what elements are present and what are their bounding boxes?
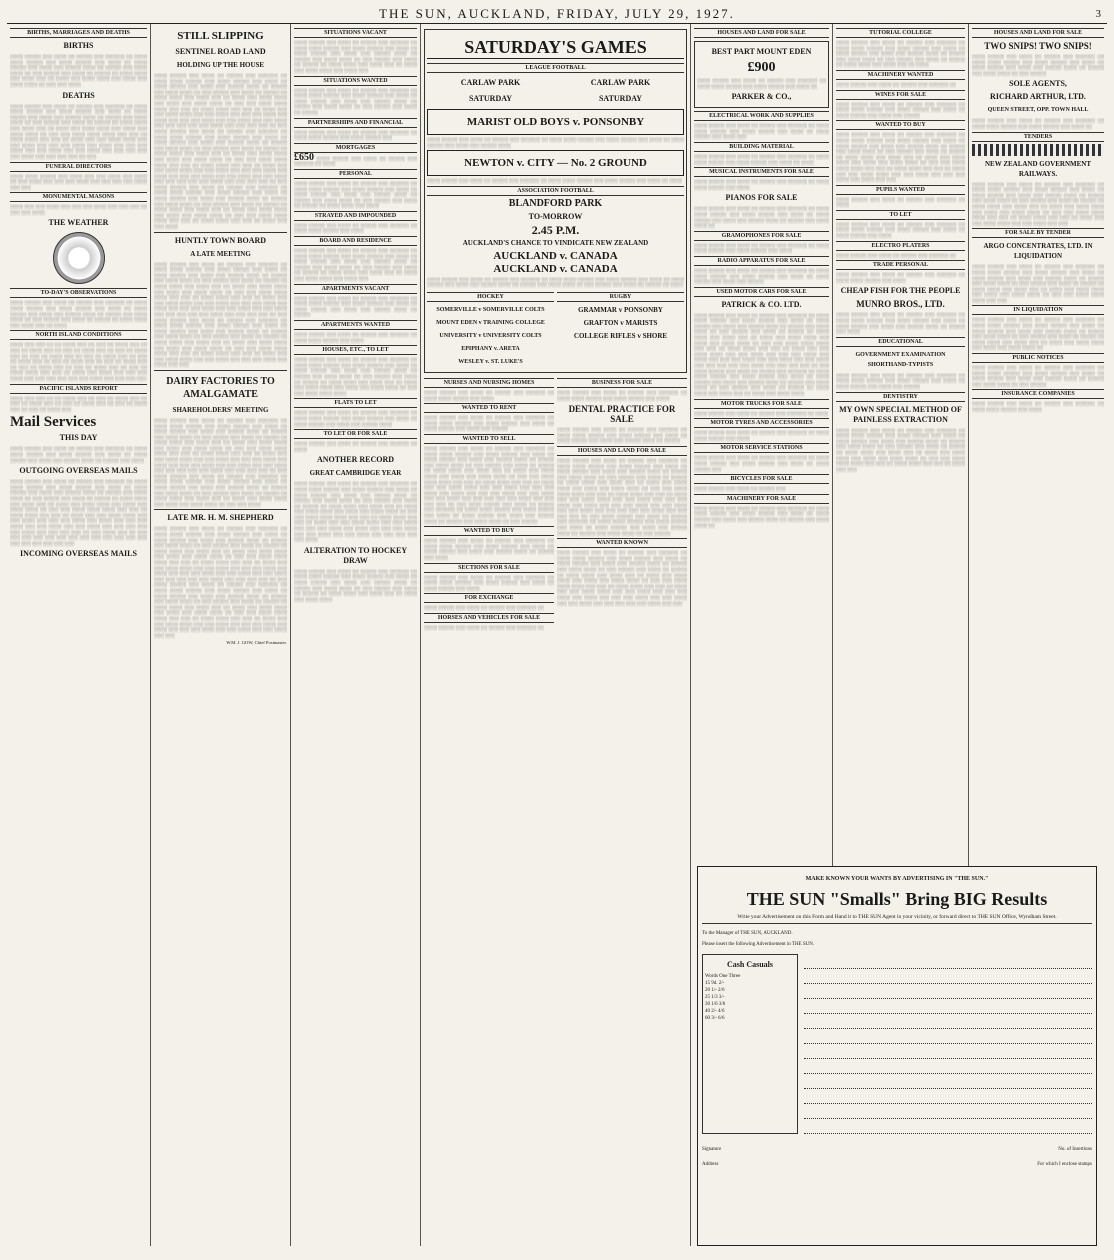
ad-text: ░░░░ ░░░░░ ░░░ ░░░░ ░░ ░░░░░ ░░░ ░░░░░░ ░░ ░░░░ ░░░░ ░░░░░ ░░░ ░░░░ ░░░░░ ░░░ ░░░░ ░░ ░░░░ ░░░░░ ░░░ ░░░░ ░░░ ░░░░░ ░░░░ ░░ ░░░░░ ░░░ ░░░░ ░░░░ ░░ ░░░ ░░░░░ ░░░ ░░░░ ░░ ░░░░░ ░░ ░░░░ ░░░░ ░░░ ░░░░ ░░░ ░░ ░░░░ ░░░ ░░░░ ░░░░ ░░░ ░░░░ ░░░ ░░░░ ░░░░ ░░ ░░░ ░░░ ░░░░ ░░░░ ░░░░ ░░░ ░░░ ░░ ░░░░ ░░░░ ░░░ ░░░ ░░ ░░░░ ░░░ ░░░ ░░░░ ░░░░ ░░░ ░░░ ░░░░ ░░░ ░░░ ░░░ ░░░░ ░░░ ░░░░ ░░░ ░░░ ░░░ ░░░░ ░░░ ░░░ ░░░░ ░░░ ░░░ ░░░░ ░░░ ░░░ ░░░ ░░░ ░░░ ░░░░ ░░░ ░░░ ░░░ ░░░ ░░ ░░░ ░░░░ ░░░░░ ░░░ ░░░░ ░░ ░░░░░ ░░░ ░░░░░░ ░░ ░░░░ ░░░░ ░░░░░ ░░░ ░░░░ ░░░░░ ░░░ ░░░░ ░░ ░░░░ ░░░░░ ░░░ ░░░░ ░░░ ░░░░░ ░░░░ ░░ ░░░░░ ░░░ ░░░░ ░░░░ ░░ ░░░ ░░░░░ <box>557 457 687 536</box>
agent-address: QUEEN STREET, OPP. TOWN HALL <box>987 107 1089 114</box>
heading: FUNERAL DIRECTORS <box>10 162 147 172</box>
ad-text: ░░░░ ░░░░░ ░░░ ░░░░ ░░ ░░░░░ ░░░ ░░░░░░ ░░ ░░░░ ░░░░ ░░░░░ ░░░ ░░░░ ░░░░░ ░░░ ░░░░ ░░ ░░░░ ░░░░░ ░░░ ░░░░ ░░░ ░░░░░ ░░░░ ░░ ░░░░░ <box>557 427 687 444</box>
heading: NURSES AND NURSING HOMES <box>424 378 554 388</box>
newspaper-page <box>7 5 1107 1250</box>
text-block: ░░░░ ░░░░ ░░░░░ ░░░ ░░░░ ░░░ ░░░ ░░░░ ░░░ ░░░░ ░░ ░░░ ░░░░ ░░░ ░░░ ░░░ ░░░░ ░░░ ░░░ ░░░ ░░░ ░░░░ ░░░ ░░░ <box>10 173 147 190</box>
rate-row: 15 9d. 2/- <box>705 981 725 986</box>
heading: WANTED TO SELL <box>424 434 554 444</box>
heading: TO-DAY'S OBSERVATIONS <box>10 288 147 298</box>
heading: ELECTRICAL WORK AND SUPPLIES <box>694 111 829 121</box>
match: NEWTON v. CITY — No. 2 GROUND <box>427 150 684 176</box>
heading: RUGBY <box>557 292 684 302</box>
heading: WANTED TO BUY <box>836 120 965 130</box>
ad-text: ░░░░ ░░░░░ ░░░ ░░░░ ░░ ░░░░░ ░░░ ░░░░░░ ░░ ░░░░ ░░░░ ░░░░░ ░░░ ░░░░ ░░░░░ ░░░ ░░░░ ░░ ░░░░ ░░░░░ ░░░ ░░░░ ░░░ ░░░░░ ░░░░ ░░ ░░░░░ ░░░ ░░░░ ░░░░ ░░ ░░░ ░░░░░ ░░░ ░░░░ ░░ ░░░░░ ░░ ░░░░ ░░░░ ░░░ ░░░░ ░░░ ░░ ░░░░ ░░░ ░░░░ ░░░░ ░░░ ░░░░ ░░░ ░░░░ ░░░░ ░░ <box>972 317 1104 351</box>
ad-text: ░░░░ ░░░░░ ░░░ ░░░░ ░░ ░░░░░ ░░░ ░░░░░░ ░░ ░░░░ ░░░░ ░░░░░ ░░░ ░░░░ ░░░░░ ░░░ ░░░░ ░░ <box>697 78 826 89</box>
fixture: GRAMMAR v PONSONBY <box>578 305 663 314</box>
ad-text: ░░░░ ░░░░░ ░░░ ░░░░ ░░ ░░░░░ ░░░ ░░░░░░ ░░ ░░░░ ░░░░ ░░░░░ ░░░ ░░░░ ░░░░░ ░░░ ░░░░ ░░ ░░░░ ░░░░░ ░░░ ░░░░ ░░░ ░░░░░ <box>424 415 554 432</box>
heading: INSURANCE COMPANIES <box>972 389 1104 399</box>
ad-text: ░░░░ ░░░░░ ░░░ ░░░░ ░░ ░░░░░ ░░░ ░░░░░░ ░░ <box>836 252 956 258</box>
masthead-title: THE SUN, AUCKLAND, FRIDAY, JULY 29, 1927. <box>379 6 735 21</box>
heading: MOTOR TYRES AND ACCESSORIES <box>694 418 829 428</box>
agent: RICHARD ARTHUR, LTD. <box>990 92 1086 102</box>
headline: PIANOS FOR SALE <box>725 193 798 203</box>
ad-text: ░░░░ ░░░░░ ░░░ ░░░░ ░░ ░░░░░ ░░░ ░░░░░░ ░░ ░░░░ ░░░░ ░░░░░ ░░░ ░░░░ ░░░░░ ░░░ ░░░░ <box>557 389 687 401</box>
article-text: ░░░░ ░░░░░ ░░░ ░░░░ ░░ ░░░░░ ░░░ ░░░░░░ ░░ ░░░░ ░░░░ ░░░░░ ░░░ ░░░░ ░░░░░ ░░░ ░░░░ ░░ ░░░░ ░░░░░ ░░░ ░░░░ ░░░ ░░░░░ ░░░░ ░░ ░░░░░ ░░░ ░░░░ ░░░░ ░░ ░░░ ░░░░░ ░░░ ░░░░ ░░ ░░░░░ ░░ ░░░░ ░░░░ ░░░ ░░░░ ░░░ ░░ ░░░░ ░░░ ░░░░ ░░░░ <box>294 568 417 602</box>
form-headline: THE SUN "Smalls" Bring BIG Results <box>746 889 1048 909</box>
weather-emblem-icon <box>53 232 105 284</box>
column-3: SITUATIONS VACANT ░░░░ ░░░░░ ░░░ ░░░░ ░░ ░░░░░ ░░░ ░░░░░░ ░░ ░░░░ ░░░░ ░░░░░ ░░░ ░░░░ ░░░░░ ░░░ ░░░░ ░░ ░░░░ ░░░░░ ░░░ ░░░░ ░░░ ░░░░░ ░░░░ ░░ ░░░░░ ░░░ ░░░░ ░░░░ ░░ ░░░ ░░░░░ ░░░ ░░░░ ░░ ░░░░░ ░░ ░░░░ ░░░░ ░░░ ░░░░ ░░░ ░░ ░░░░ ░░░ ░░░░ ░░░░ ░░░ ░░░░ ░░░ SITUATIONS WANTED ░░░░ ░░░░░ ░░░ ░░░░ ░░ ░░░░░ ░░░ ░░░░░░ ░░ ░░░░ ░░░░ ░░░░░ ░░░ ░░░░ ░░░░░ ░░░ ░░░░ ░░ ░░░░ ░░░░░ ░░░ ░░░░ ░░░ ░░░░░ ░░░░ ░░ ░░░░░ ░░░ ░░░░ ░░░░ ░░ ░░░ ░░░░░ ░░░ ░░░░ ░░ ░░░░░ PARTNERSHIPS AND FINANCIAL ░░░░ ░░░░░ ░░░ ░░░░ ░░ ░░░░░ ░░░ ░░░░░░ ░░ ░░░░ ░░░░ ░░░░░ ░░░ ░░░░ ░░░░░ ░░░ MORTGAGES £650 ░░░░ ░░░░░ ░░░ ░░░░ ░░ ░░░░░ ░░░ ░░░░░░ ░░ ░░░░ PERSONAL ░░░░ ░░░░░ ░░░ ░░░░ ░░ ░░░░░ ░░░ ░░░░░░ ░░ ░░░░ ░░░░ ░░░░░ ░░░ ░░░░ ░░░░░ ░░░ ░░░░ ░░ ░░░░ ░░░░░ ░░░ ░░░░ ░░░ ░░░░░ ░░░░ ░░ ░░░░░ ░░░ ░░░░ ░░░░ ░░ ░░░ ░░░░░ ░░░ ░░░░ ░░ ░░░░░ ░░ ░░░░ ░░░░ ░░░ ░░░░ STRAYED AND IMPOUNDED ░░░░ ░░░░░ ░░░ ░░░░ ░░ ░░░░░ ░░░ ░░░░░░ ░░ ░░░░ ░░░░ ░░░░░ ░░░ ░░░░ BOARD AND RESIDENCE ░░░░ ░░░░░ ░░░ ░░░░ ░░ ░░░░░ ░░░ ░░░░░░ ░░ ░░░░ ░░░░ ░░░░░ ░░░ ░░░░ ░░░░░ ░░░ ░░░░ ░░ ░░░░ ░░░░░ ░░░ ░░░░ ░░░ ░░░░░ ░░░░ ░░ ░░░░░ ░░░ ░░░░ ░░░░ ░░ ░░░ ░░░░░ ░░░ ░░░░ ░░ ░░░░░ ░░ ░░░░ ░░░░ ░░░ ░░░░ ░░░ ░░ ░░░░ ░░░ ░░░░ ░░░░ ░░░ ░░░░ ░░░ APARTMENTS VACANT ░░░░ ░░░░░ ░░░ ░░░░ ░░ ░░░░░ ░░░ ░░░░░░ ░░ ░░░░ ░░░░ ░░░░░ ░░░ ░░░░ ░░░░░ ░░░ ░░░░ ░░ ░░░░ ░░░░░ ░░░ ░░░░ ░░░ ░░░░░ ░░░░ ░░ ░░░░░ APARTMENTS WANTED ░░░░ ░░░░░ ░░░ ░░░░ ░░ ░░░░░ ░░░ ░░░░░░ ░░ ░░░░ ░░░░ ░░░░░ ░░░ ░░░░ HOUSES, ETC., TO LET ░░░░ ░░░░░ ░░░ ░░░░ ░░ ░░░░░ ░░░ ░░░░░░ ░░ ░░░░ ░░░░ ░░░░░ ░░░ ░░░░ ░░░░░ ░░░ ░░░░ ░░ ░░░░ ░░░░░ ░░░ ░░░░ ░░░ ░░░░░ ░░░░ ░░ ░░░░░ ░░░ ░░░░ ░░░░ ░░ ░░░ ░░░░░ ░░░ ░░░░ ░░ ░░░░░ ░░ ░░░░ ░░░░ ░░░ ░░░░ ░░░ ░░ ░░░░ ░░░ ░░░░ ░░░░ ░░░ ░░░░ ░░░ ░░░░ ░░░░ ░░ ░░░ ░░░ ░░░░ ░░░░ ░░░░ FLATS TO LET ░░░░ ░░░░░ ░░░ ░░░░ ░░ ░░░░░ ░░░ ░░░░░░ ░░ ░░░░ ░░░░ ░░░░░ ░░░ ░░░░ ░░░░░ ░░░ ░░░░ ░░ ░░░░ ░░░░░ ░░░ ░░░░ ░░░ ░░░░░ ░░░░ TO LET OR FOR SALE ░░░░ ░░░░░ ░░░ ░░░░ ░░ ░░░░░ ░░░ ░░░░░░ ░░ ░░░░ ANOTHER RECORD GREAT CAMBRIDGE YEAR ░░░░ ░░░░░ ░░░ ░░░░ ░░ ░░░░░ ░░░ ░░░░░░ ░░ ░░░░ ░░░░ ░░░░░ ░░░ ░░░░ ░░░░░ ░░░ ░░░░ ░░ ░░░░ ░░░░░ ░░░ ░░░░ ░░░ ░░░░░ ░░░░ ░░ ░░░░░ ░░░ ░░░░ ░░░░ ░░ ░░░ ░░░░░ ░░░ ░░░░ ░░ ░░░░░ ░░ ░░░░ ░░░░ ░░░ ░░░░ ░░░ ░░ ░░░░ ░░░ ░░░░ ░░░░ ░░░ ░░░░ ░░░ ░░░░ ░░░░ ░░ ░░░ ░░░ ░░░░ ░░░░ ░░░░ ░░░ ░░░ ░░ ░░░░ ░░░░ ░░░ ░░░ ░░ ░░░░ ░░░ ░░░ ░░░░ ░░░░ ░░░ ░░░ ░░░░ ░░░ ░░░ ░░░ ░░░░ ░░░ ░░░░ ░░░ ░░░ ░░░ ░░░░ ░░░ ░░░ ░░░░ ░░░ ░░░ ░░░░ ░░░ ░░░ ░░░ ░░░ ░░░ ░░░░ ALTERATION TO HOCKEY DRAW ░░░░ ░░░░░ ░░░ ░░░░ ░░ ░░░░░ ░░░ ░░░░░░ ░░ ░░░░ ░░░░ ░░░░░ ░░░ ░░░░ ░░░░░ ░░░ ░░░░ ░░ ░░░░ ░░░░░ ░░░ ░░░░ ░░░ ░░░░░ ░░░░ ░░ ░░░░░ ░░░ ░░░░ ░░░░ ░░ ░░░ ░░░░░ ░░░ ░░░░ ░░ ░░░░░ ░░ ░░░░ ░░░░ ░░░ ░░░░ ░░░ ░░ ░░░░ ░░░ ░░░░ ░░░░ <box>291 24 421 1246</box>
ad-text: ░░░░ ░░░░░ ░░░ ░░░░ ░░ ░░░░░ ░░░ ░░░░░░ ░░ ░░░░ ░░░░ ░░░░░ ░░░ ░░░░ <box>694 430 829 441</box>
form-title: MAKE KNOWN YOUR WANTS BY ADVERTISING IN "THE SUN." <box>805 876 989 882</box>
hockey-section <box>427 290 554 370</box>
heading: WANTED TO BUY <box>424 526 554 536</box>
ad-text: ░░░░ ░░░░░ ░░░ ░░░░ ░░ ░░░░░ ░░░ ░░░░░░ ░░ ░░░░ ░░░░ ░░░░░ ░░░ ░░░░ <box>694 179 829 190</box>
headline: BEST PART MOUNT EDEN <box>711 47 812 56</box>
heading: PARTNERSHIPS AND FINANCIAL <box>294 118 417 128</box>
ad-text: ░░░░ ░░░░░ ░░░ ░░░░ ░░ ░░░░░ ░░░ ░░░░░░ ░░ ░░░░ <box>836 196 965 208</box>
ad-text: ░░░░ ░░░░░ ░░░ ░░░░ ░░ ░░░░░ ░░░ ░░░░░░ ░░ ░░░░ ░░░░ ░░░░░ ░░░ ░░░░ ░░░░░ ░░░ ░░░░ ░░ ░░░░ ░░░░░ ░░░ ░░░░ ░░░ ░░░░░ <box>694 267 829 285</box>
ad-text: ░░░░ ░░░░░ ░░░ ░░░░ ░░ ░░░░░ ░░░ ░░░░░░ ░░ ░░░░ ░░░░ ░░░░░ ░░░ ░░░░ ░░░░░ ░░░ ░░░░ <box>694 242 829 254</box>
divider <box>154 370 287 371</box>
agent-label: SOLE AGENTS, <box>1009 79 1067 89</box>
rates-box <box>702 954 798 1134</box>
headline: HUNTLY TOWN BOARD <box>174 235 267 245</box>
headline: SENTINEL ROAD LAND <box>175 47 266 56</box>
heading: BUILDING MATERIAL <box>694 142 829 152</box>
heading: GRAMOPHONES FOR SALE <box>694 231 829 241</box>
headline: SHAREHOLDERS' MEETING <box>172 405 269 414</box>
ad-text: ░░░░ ░░░░░ ░░░ ░░░░ ░░ ░░░░░ ░░░ ░░░░░░ ░░ ░░░░ ░░░░ ░░░░░ ░░░ ░░░░ ░░░░░ ░░░ ░░░░ ░░ ░░░░ ░░░░░ ░░░ ░░░░ ░░░ ░░░░░ ░░░░ ░░ ░░░░░ ░░░ ░░░░ ░░░░ ░░ ░░░ ░░░░░ ░░░ ░░░░ ░░ ░░░░░ ░░ ░░░░ ░░░░ ░░░ ░░░░ ░░░ ░░ ░░░░ ░░░ ░░░░ ░░░░ ░░░ ░░░░ ░░░ ░░░░ ░░░░ ░░ ░░░ ░░░ ░░░░ ░░░░ ░░░░ ░░░ ░░░ ░░ ░░░░ ░░░░ ░░░ ░░░ ░░ ░░░░ ░░░ ░░░ ░░░░ ░░░░ ░░░ ░░░ ░░░░ ░░░ ░░░ ░░░ ░░░░ ░░░ ░░░░ ░░░ ░░░ <box>836 132 965 183</box>
ad-text: ░░░░ ░░░░░ ░░░ ░░░░ ░░ ░░░░░ ░░░ ░░░░░░ ░░ ░░░░ ░░░░ ░░░░░ ░░░ ░░░░ ░░░░░ ░░░ ░░░░ ░░ ░░░░ ░░░░░ ░░░ ░░░░ ░░░ ░░░░░ <box>836 101 965 118</box>
headline: ARGO CONCENTRATES, LTD. IN LIQUIDATION <box>983 242 1093 261</box>
headline: SATURDAY'S GAMES <box>427 36 684 59</box>
ad-text: ░░░░ ░░░░░ ░░░ ░░░░ ░░ ░░░░░ ░░░ ░░░░░░ ░░ ░░░░ ░░░░ ░░░░░ ░░░ ░░░░ ░░░░░ ░░░ ░░░░ ░░ ░░░░ ░░░░░ ░░░ ░░░░ ░░░ ░░░░░ ░░░░ ░░ ░░░░░ ░░░ ░░░░ ░░░░ ░░ ░░░ ░░░░░ ░░░ ░░░░ ░░ ░░░░░ ░░ ░░░░ ░░░░ ░░░ ░░░░ <box>294 180 417 209</box>
ad-text: ░░░░ ░░░░░ ░░░ ░░░░ ░░ ░░░░░ ░░░ ░░░░░░ ░░ ░░░░ ░░░░ ░░░░░ ░░░ ░░░░ ░░░░░ ░░░ ░░░░ ░░ ░░░░ ░░░░░ ░░░ ░░░░ ░░░ ░░░░░ ░░░░ ░░ ░░░░░ ░░░ ░░░░ ░░░░ ░░ ░░░ ░░░░░ ░░░ ░░░░ ░░ ░░░░░ ░░ ░░░░ ░░░░ ░░░ ░░░░ ░░░ ░░ ░░░░ ░░░ ░░░░ ░░░░ ░░░ ░░░░ ░░░ <box>294 40 417 73</box>
rate-row: 20 1/- 2/6 <box>705 988 725 993</box>
text-block: ░░░░ ░░░░░ ░░░ ░░░░ ░░ ░░░░░ ░░░ ░░░░░░ ░░ ░░░░ ░░░░ ░░░░░ ░░░ ░░░░ ░░░░░ ░░░ ░░░░ ░░ ░░░░ ░░░░░ ░░░ ░░░░ ░░░ ░░░░░ ░░░░ ░░ ░░░░░ ░░░ ░░░░ ░░░░ ░░ ░░░ ░░░░░ ░░░ ░░░░ ░░ ░░░░░ ░░ ░░░░ ░░░░ ░░░ ░░░░ ░░░ ░░ ░░░░ ░░░ ░░░░ ░░░░ ░░░ ░░░░ ░░░ ░░░░ ░░░░ ░░ ░░░ ░░░ ░░░░ ░░░░ ░░░░ ░░░ ░░░ ░░ ░░░░ ░░░░ ░░░ ░░░ ░░ ░░░░ ░░░ ░░░ ░░░░ ░░░░ ░░░ ░░░ ░░░░ ░░░ ░░░ ░░░ ░░░░ ░░░ ░░░░ ░░░ ░░░ ░░░ ░░░░ ░░░ ░░░ ░░░░ ░░░ ░░░ ░░░░ ░░░ ░░░ ░░░ ░░░ ░░░ ░░░░ ░░░ ░░░ ░░░ ░░░ ░░ ░░░ ░░░░ ░░░ ░░ ░░░ ░░░ ░░░ ░░░ ░░░ ░░░ ░░░ ░░░ ░░░ ░░░ ░░░ ░░░ ░░░ ░░░ ░░░ ░░░ ░░░ ░░░ ░░░ <box>10 479 147 546</box>
write-lines[interactable] <box>804 954 1092 1134</box>
heading: TO LET <box>836 210 965 220</box>
ad-text: ░░░░ ░░░░░ ░░░ ░░░░ ░░ ░░░░░ ░░░ ░░░░░░ ░░ ░░░░ ░░░░ ░░░░░ ░░░ ░░░░ ░░░░░ ░░░ ░░░░ ░░ ░░░░ ░░░░░ ░░░ ░░░░ ░░░ ░░░░░ ░░░░ ░░ ░░░░░ ░░░ ░░░░ ░░░░ ░░ ░░░ ░░░░░ ░░░ ░░░░ ░░ ░░░░░ ░░ ░░░░ ░░░░ ░░░ ░░░░ ░░░ ░░ ░░░░ <box>836 40 965 68</box>
column-2 <box>151 24 291 1246</box>
heading: BUSINESS FOR SALE <box>557 378 687 388</box>
heading: SECTIONS FOR SALE <box>424 563 554 573</box>
ad-text: ░░░░ ░░░░░ ░░░ ░░░░ ░░ ░░░░░ ░░░ ░░░░░░ ░░ ░░░░ ░░░░ ░░░░░ ░░░ ░░░░ ░░░░░ ░░░ ░░░░ ░░ ░░░░ ░░░░░ ░░░ ░░░░ ░░░ ░░░░░ ░░░░ <box>427 137 684 148</box>
saturdays-games-ad <box>424 29 687 373</box>
ad-text: ░░░░ ░░░░░ ░░░ ░░░░ ░░ ░░░░░ ░░░ ░░░░░░ ░░ ░░░░ ░░░░ ░░░░░ ░░░ ░░░░ ░░░░░ ░░░ ░░░░ ░░ <box>972 118 1104 129</box>
column-4 <box>421 24 691 1246</box>
heading: TENDERS <box>972 132 1104 142</box>
ad-text: ░░░░ ░░░░░ ░░░ ░░░░ ░░ ░░░░░ ░░░ ░░░░░░ ░░ ░░░░ ░░░░ ░░░░░ ░░░ ░░░░ ░░░░░ ░░░ ░░░░ ░░ ░░░░ ░░░░░ ░░░ <box>694 455 829 472</box>
ad-text: ░░░░ ░░░░░ ░░░ ░░░░ ░░ ░░░░░ ░░░ ░░░░░░ ░░ ░░░░ ░░░░ ░░░░░ ░░░ ░░░░ ░░░░░ ░░░ ░░░░ ░░ ░░░░ ░░░░░ ░░░ ░░░░ <box>836 221 965 239</box>
heading: BOARD AND RESIDENCE <box>294 236 417 246</box>
article-text: ░░░░ ░░░░░ ░░░ ░░░░ ░░ ░░░░░ ░░░ ░░░░░░ ░░ ░░░░ ░░░░ ░░░░░ ░░░ ░░░░ ░░░░░ ░░░ ░░░░ ░░ ░░░░ ░░░░░ ░░░ ░░░░ ░░░ ░░░░░ ░░░░ ░░ ░░░░░ ░░░ ░░░░ ░░░░ ░░ ░░░ ░░░░░ ░░░ ░░░░ ░░ ░░░░░ ░░ ░░░░ ░░░░ ░░░ ░░░░ ░░░ ░░ ░░░░ ░░░ ░░░░ ░░░░ ░░░ ░░░░ ░░░ ░░░░ ░░░░ ░░ ░░░ ░░░ ░░░░ ░░░░ ░░░░ ░░░ ░░░ ░░ ░░░░ ░░░░ ░░░ ░░░ ░░ ░░░░ ░░░ ░░░ ░░░░ ░░░░ ░░░ ░░░ ░░░░ ░░░ ░░░ ░░░ ░░░░ ░░░ ░░░░ ░░░ ░░░ ░░░ ░░░░ ░░░ ░░░ ░░░░ ░░░ ░░░ ░░░░ ░░░ ░░░ ░░░ ░░░ ░░░ ░░░░ <box>294 481 417 543</box>
fixture: COLLEGE RIFLES v SHORE <box>573 331 668 340</box>
fixture: EPIPHANY v. ARETA <box>461 345 520 352</box>
ad-text: ░░░░ ░░░░░ ░░░ ░░░░ ░░ ░░░░░ ░░░ ░░░░░░ ░░ ░░░░ ░░░░ ░░░░░ ░░░ ░░░░ ░░░░░ ░░░ ░░░░ ░░ ░░░░ ░░░░░ ░░░ ░░░░ ░░░ ░░░░░ ░░░░ ░░ ░░░░░ ░░░ ░░░░ ░░░░ ░░ ░░░ ░░░░░ ░░░ ░░░░ ░░ ░░░░░ ░░ ░░░░ ░░░░ ░░░ ░░░░ ░░░ ░░ ░░░░ ░░░ ░░░░ ░░░░ ░░░ ░░░░ ░░░ ░░░░ ░░░░ ░░ ░░░ ░░░ ░░░░ ░░░░ ░░░░ <box>294 357 417 396</box>
divider <box>702 923 1092 924</box>
heading: LEAGUE FOOTBALL <box>427 63 684 73</box>
kickoff-time: 2.45 P.M. <box>531 222 580 237</box>
heading: HOCKEY <box>427 292 554 302</box>
heading: MACHINERY WANTED <box>836 70 965 80</box>
rate-row: Words One Three <box>705 974 741 979</box>
heading: OUTGOING OVERSEAS MAILS <box>19 466 138 476</box>
heading: WINES FOR SALE <box>836 90 965 100</box>
insertions-label: No. of Insertions <box>1058 1147 1092 1152</box>
headline: DAIRY FACTORIES TO AMALGAMATE <box>166 375 275 400</box>
heading: SITUATIONS WANTED <box>294 76 417 86</box>
ad-text: ░░░░ ░░░░░ ░░░ ░░░░ ░░ ░░░░░ ░░░ ░░░░░░ ░░ ░░░░ ░░░░ ░░░░░ ░░░ ░░░░ ░░░░░ ░░░ ░░░░ ░░ ░░░░ ░░░░░ ░░░ ░░░░ ░░░ ░░░░░ ░░░░ ░░ ░░░░░ ░░░ ░░░░ ░░░░ ░░ ░░░ ░░░░░ ░░░ ░░░░ ░░ ░░░░░ ░░ ░░░░ ░░░░ ░░░ ░░░░ ░░░ ░░ ░░░░ ░░░ ░░░░ ░░░░ ░░░ ░░░░ ░░░ ░░░░ ░░░░ ░░ ░░░ ░░░ ░░░░ ░░░░ ░░░░ ░░░ ░░░ ░░ ░░░░ ░░░░ ░░░ ░░░ ░░ ░░░░ ░░░ ░░░ <box>836 427 965 472</box>
headline: ANOTHER RECORD <box>316 455 395 465</box>
classified-left <box>424 376 554 633</box>
heading: DEATHS <box>62 90 95 100</box>
headline: DENTAL PRACTICE FOR SALE <box>568 404 676 425</box>
ad-text: ░░░░ ░░░░░ ░░░ ░░░░ ░░ ░░░░░ ░░░ ░░░░░░ ░░ ░░░░ ░░░░ ░░░░░ ░░░ ░░░░ ░░░░░ ░░░ ░░░░ ░░ ░░░░ ░░░░░ ░░░ ░░░░ ░░░ ░░░░░ ░░░░ ░░ ░░░░░ ░░░ ░░░░ ░░░░ ░░ ░░░ ░░░░░ ░░░ ░░░░ ░░ ░░░░░ <box>294 87 417 115</box>
venue: CARLAW PARK <box>590 78 651 87</box>
heading: RADIO APPARATUS FOR SALE <box>694 256 829 266</box>
fixture: MOUNT EDEN v TRAINING COLLEGE <box>436 319 545 326</box>
headline: MY OWN SPECIAL METHOD OF PAINLESS EXTRACTION <box>839 404 962 424</box>
heading: BIRTHS <box>63 41 94 50</box>
ad-text: ░░░░ ░░░░░ ░░░ ░░░░ ░░ ░░░░░ ░░░ ░░░░░░ ░░ ░░░░ ░░░░ ░░░░░ ░░░ ░░░░ ░░░░░ ░░░ ░░░░ ░░ ░░░░ ░░░░░ ░░░ ░░░░ ░░░ ░░░░░ <box>836 372 965 389</box>
rugby-section <box>557 290 684 370</box>
ad-text: ░░░░ ░░░░░ ░░░ ░░░░ ░░ ░░░░░ ░░░ ░░░░░░ ░░ ░░░░ ░░░░ ░░░░░ ░░░ ░░░░ ░░░░░ ░░░ ░░░░ ░░ ░░░░ ░░░░░ ░░░ ░░░░ ░░░ ░░░░░ ░░░░ <box>294 410 417 427</box>
ad-text: ░░░░ ░░░░░ ░░░ ░░░░ ░░ ░░░░░ ░░░ ░░░░░░ ░░ ░░░░ ░░░░ ░░░░░ ░░░ ░░░░ <box>836 272 965 283</box>
heading: MONUMENTAL MASONS <box>10 192 147 202</box>
heading: FOR EXCHANGE <box>424 593 554 603</box>
heading: WANTED TO RENT <box>424 403 554 413</box>
heading: THIS DAY <box>59 433 98 443</box>
column-1 <box>7 24 151 1246</box>
venue-row <box>427 75 684 91</box>
rate-row: 25 1/3 3/- <box>705 995 725 1000</box>
match: MARIST OLD BOYS v. PONSONBY <box>427 109 684 135</box>
heading: MOTOR TRUCKS FOR SALE <box>694 399 829 409</box>
day: SATURDAY <box>598 94 643 103</box>
match: AUCKLAND v. CANADA <box>493 262 618 275</box>
day-row <box>427 91 684 107</box>
heading: NORTH ISLAND CONDITIONS <box>10 330 147 340</box>
heading: Mail Services <box>10 414 97 431</box>
address-label: Address <box>702 1162 719 1167</box>
ad-text: ░░░░ ░░░░░ ░░░ ░░░░ ░░ ░░░░░ ░░░ ░░░░░░ ░░ ░░░░ ░░░░ ░░░░░ ░░░ ░░░░ <box>294 222 417 234</box>
heading: HOUSES, ETC., TO LET <box>294 345 417 355</box>
ad-text: ░░░░ ░░░░░ ░░░ ░░░░ ░░ ░░░░░ ░░░ ░░░░░░ ░░ ░░░░ <box>294 441 417 452</box>
ad-text: ░░░░ ░░░░░ ░░░ ░░░░ ░░ ░░░░░ ░░░ ░░░░░░ ░░ ░░░░ ░░░░ ░░░░░ ░░░ ░░░░ ░░░░░ ░░░ ░░░░ ░░ ░░░░ ░░░░░ ░░░ ░░░░ ░░░ ░░░░░ ░░░░ ░░ ░░░░░ ░░░ ░░░░ ░░░░ ░░ <box>694 206 829 229</box>
heading: INCOMING OVERSEAS MAILS <box>20 549 137 559</box>
heading: MORTGAGES <box>294 143 417 153</box>
ad-text: ░░░░ ░░░░░ ░░░ ░░░░ ░░ ░░░░░ ░░░ <box>694 486 786 492</box>
signature: W.M. J. GOW, Chief Postmaster. <box>226 640 287 646</box>
hockey-rugby-row <box>427 290 684 370</box>
headline: STILL SLIPPING <box>177 30 264 42</box>
headline: A LATE MEETING <box>190 249 251 258</box>
ad-text: ░░░░ ░░░░░ ░░░ ░░░░ ░░ ░░░░░ ░░░ ░░░░░░ ░░ <box>836 81 956 87</box>
ad-text: ░░░░ ░░░░░ ░░░ ░░░░ ░░ ░░░░░ ░░░ ░░░░░░ ░░ ░░░░ ░░░░ ░░░░░ ░░░ ░░░░ ░░░░░ ░░░ ░░░░ ░░ ░░░░ ░░░░░ ░░░ ░░░░ ░░░ ░░░░░ ░░░░ ░░ ░░░░░ ░░░ ░░░░ ░░░░ ░░ ░░░ ░░░░░ <box>972 365 1104 387</box>
day: SATURDAY <box>468 94 513 103</box>
ad-text: ░░░░ ░░░░░ ░░░ ░░░░ ░░ ░░░░░ ░░░ ░░░░░░ ░░ ░░░░ ░░░░ ░░░░░ ░░░ ░░░░ ░░░░░ ░░░ ░░░░ ░░ ░░░░ ░░░░░ ░░░ ░░░░ ░░░ ░░░░░ ░░░░ ░░ ░░░░░ ░░░ ░░░░ <box>836 312 965 335</box>
ad-text: ░░░░ ░░░░░ ░░░ ░░░░ ░░ ░░░░░ ░░░ ░░░░░░ ░░ <box>424 625 544 630</box>
ad-text: ░░░░ ░░░░░ ░░░ ░░░░ ░░ ░░░░░ ░░░ ░░░░░░ ░░ ░░░░ ░░░░ ░░░░░ ░░░ ░░░░ ░░░░░ ░░░ ░░░░ ░░ ░░░░ ░░░░░ ░░░ ░░░░ ░░░ ░░░░░ ░░░░ ░░ ░░░░░ ░░░ ░░░░ ░░░░ ░░ ░░░ ░░░░░ ░░░ ░░░░ ░░ ░░░░░ ░░ ░░░░ ░░░░ ░░░ ░░░░ ░░░ ░░ ░░░░ ░░░ ░░░░ ░░░░ ░░░ ░░░░ ░░░ ░░░░ ░░░░ ░░ ░░░ ░░░ ░░░░ ░░░░ ░░░░ ░░░ ░░░ ░░ ░░░░ ░░░░ ░░░ ░░░ ░░ ░░░░ ░░░ ░░░ ░░░░ ░░░░ ░░░ ░░░ ░░░░ ░░░ ░░░ ░░░ ░░░░ ░░░ ░░░░ ░░░ ░░░ ░░░ ░░░░ ░░░ ░░░ ░░░░ ░░░ ░░░ ░░░░ ░░░ ░░░ ░░░ ░░░ ░░░ ░░░░ ░░░ ░░░ ░░░ ░░░ ░░ ░░░ ░░░░ ░░░░░ ░░░ ░░░░ ░░ ░░░░░ ░░░ ░░░░░░ ░░ ░░░░ ░░░░ ░░░░░ ░░░ ░░░░ ░░░░░ ░░░ ░░░░ ░░ ░░░░ ░░░░░ ░░░ ░░░░ ░░░ ░░░░░ ░░░░ ░░ ░░░░░ ░░░ ░░░░ ░░░░ ░░ ░░░ ░░░░░ ░░░ ░░░░ ░░ ░░░░░ ░░ ░░░░ ░░░░ ░░░ ░░░░ ░░░ ░░ ░░░░ ░░░ ░░░░ ░░░░ <box>694 312 829 396</box>
ad-text: ░░░░ ░░░░░ ░░░ ░░░░ ░░ ░░░░░ ░░░ ░░░░░░ ░░ ░░░░ ░░░░ ░░░░░ ░░░ ░░░░ ░░░░░ ░░░ ░░░░ ░░ ░░░░ ░░░░░ ░░░ ░░░░ ░░░ <box>694 123 829 140</box>
property-ad <box>694 41 829 108</box>
heading: STRAYED AND IMPOUNDED <box>294 211 417 221</box>
text-block: ░░░░ ░░░░░ ░░░ ░░░░ ░░ ░░░░░ ░░░ ░░░░░░ ░░ ░░░░ ░░░░ ░░░░░ ░░░ ░░░░ ░░░░░ ░░░ ░░░░ ░░ ░░░░ ░░░░░ ░░░ ░░░░ ░░░ ░░░░░ ░░░░ ░░ ░░░░░ ░░░ ░░░░ <box>10 446 147 463</box>
page-number: 3 <box>1095 8 1103 20</box>
ad-text: ░░░░ ░░░░░ ░░░ ░░░░ ░░ ░░░░░ ░░░ ░░░░░░ ░░ ░░░░ ░░░░ ░░░░░ ░░░ ░░░░ ░░░░░ ░░░ <box>294 129 417 141</box>
heading: PUPILS WANTED <box>836 185 965 195</box>
heading: ELECTRO PLATERS <box>836 241 965 251</box>
heading: MOTOR SERVICE STATIONS <box>694 443 829 453</box>
heading: THE WEATHER <box>48 218 109 228</box>
divider <box>154 509 287 510</box>
slogan: AUCKLAND'S CHANCE TO VINDICATE NEW ZEALAND <box>462 238 649 247</box>
ad-text: ░░░░ ░░░░░ ░░░ ░░░░ ░░ ░░░░░ ░░░ ░░░░░░ ░░ ░░░░ ░░░░ ░░░░░ ░░░ ░░░░ ░░░░░ ░░░ ░░░░ ░░ ░░░░ ░░░░░ ░░░ ░░░░ ░░░ ░░░░░ ░░░░ ░░ ░░░░░ ░░░ ░░░░ ░░░░ ░░ <box>694 505 829 528</box>
heading: MUSICAL INSTRUMENTS FOR SALE <box>694 167 829 177</box>
heading: TRADE PERSONAL <box>836 260 965 270</box>
ad-text: ░░░░ ░░░░░ ░░░ ░░░░ ░░ ░░░░░ ░░░ ░░░░░░ ░░ ░░░░ ░░░░ ░░░░░ ░░░ ░░░░ ░░░░░ ░░░ ░░░░ ░░ ░░░░ ░░░░░ ░░░ ░░░░ ░░░ ░░░░░ ░░░░ ░░ ░░░░░ ░░░ ░░░░ ░░░░ ░░ ░░░ ░░░░░ ░░░ ░░░░ ░░ ░░░░░ ░░ ░░░░ ░░░░ ░░░ ░░░░ ░░░ ░░ ░░░░ ░░░ ░░░░ ░░░░ ░░░ ░░░░ ░░░ ░░░░ ░░░░ ░░ ░░░ ░░░ ░░░░ ░░░░ ░░░░ ░░░ ░░░ ░░ ░░░░ ░░░░ ░░░ ░░░ ░░ ░░░░ ░░░ ░░░ ░░░░ ░░░░ ░░░ ░░░ ░░░░ ░░░ ░░░ ░░░ ░░░░ ░░░ ░░░░ ░░░ ░░░ ░░░ ░░░░ ░░░ ░░░ ░░░░ ░░░ ░░░ ░░░░ ░░░ ░░░ ░░░ ░░░ ░░░ ░░░░ ░░░ ░░░ <box>557 550 687 606</box>
heading: BICYCLES FOR SALE <box>694 474 829 484</box>
heading: APARTMENTS WANTED <box>294 320 417 330</box>
heading: HOUSES AND LAND FOR SALE <box>694 28 829 38</box>
headline: LATE MR. H. M. SHEPHERD <box>167 513 274 523</box>
rate-row: 60 3/- 6/6 <box>705 1016 725 1021</box>
headline: GREAT CAMBRIDGE YEAR <box>309 469 402 478</box>
ad-text: ░░░░ ░░░░░ ░░░ ░░░░ ░░ ░░░░░ ░░░ ░░░░░░ ░░ ░░░░ ░░░░ ░░░░░ ░░░ ░░░░ ░░░░░ ░░░ ░░░░ ░░ ░░░░ ░░░░░ ░░░ ░░░░ ░░░ ░░░░░ ░░░░ ░░ ░░░░░ ░░░ ░░░░ ░░░░ ░░ ░░░ ░░░░░ ░░░ ░░░░ ░░ ░░░░░ ░░ ░░░░ ░░░░ ░░░ ░░░░ ░░░ ░░ ░░░░ ░░░ ░░░░ ░░░░ ░░░ ░░░░ ░░░ ░░░░ ░░░░ ░░ ░░░ ░░░ ░░░░ ░░░░ ░░░░ ░░░ ░░░ <box>972 264 1104 303</box>
ad-text: ░░░░ ░░░░░ ░░░ ░░░░ ░░ ░░░░░ ░░░ ░░░░░░ ░░ <box>424 605 544 611</box>
article-text: ░░░░ ░░░░░ ░░░ ░░░░ ░░ ░░░░░ ░░░ ░░░░░░ ░░ ░░░░ ░░░░ ░░░░░ ░░░ ░░░░ ░░░░░ ░░░ ░░░░ ░░ ░░░░ ░░░░░ ░░░ ░░░░ ░░░ ░░░░░ ░░░░ ░░ ░░░░░ ░░░ ░░░░ ░░░░ ░░ ░░░ ░░░░░ ░░░ ░░░░ ░░ ░░░░░ ░░ ░░░░ ░░░░ ░░░ ░░░░ ░░░ ░░ ░░░░ ░░░ ░░░░ ░░░░ ░░░ ░░░░ ░░░ ░░░░ ░░░░ ░░ ░░░ ░░░ ░░░░ ░░░░ ░░░░ ░░░ ░░░ ░░ ░░░░ ░░░░ ░░░ ░░░ ░░ ░░░░ ░░░ ░░░ ░░░░ ░░░░ ░░░ ░░░ ░░░░ ░░░ ░░░ ░░░ ░░░░ ░░░ ░░░░ ░░░ ░░░ ░░░ ░░░░ ░░░ ░░░ ░░░░ ░░░ ░░░ ░░░░ ░░░ ░░░ ░░░ ░░░ ░░░ ░░░░ ░░░ ░░░ ░░░ ░░░ ░░ ░░░ ░░░░ ░░░░░ ░░░ ░░░░ ░░ ░░░░░ ░░░ ░░░░░░ ░░ ░░░░ ░░░░ ░░░░░ ░░░ ░░░░ ░░░░░ ░░░ ░░░░ ░░ ░░░░ ░░░░░ ░░░ ░░░░ ░░░ ░░░░░ ░░░░ ░░ ░░░░░ ░░░ ░░░░ ░░░░ ░░ ░░░ ░░░░░ ░░░ ░░░░ ░░ ░░░░░ ░░ ░░░░ ░░░░ ░░░ ░░░░ ░░░ ░░ ░░░░ ░░░ ░░░░ ░░░░ ░░░ ░░░░ ░░░ ░░░░ ░░░░ ░░ ░░░ ░░░ ░░░░ ░░░░ ░░░░ ░░░ ░░░ ░░ ░░░░ ░░░░ ░░░ ░░░ ░░ ░░░░ ░░░ ░░░ ░░░░ ░░░░ ░░░ ░░░ ░░░░ ░░░ ░░░ ░░░ ░░░░ ░░░ ░░░░ ░░░ ░░░ ░░░ ░░░░ ░░░ ░░░ ░░░░ ░░░ ░░░ ░░░░ ░░░ ░░░ <box>154 526 287 638</box>
heading: SITUATIONS VACANT <box>294 28 417 38</box>
headline: NEW ZEALAND GOVERNMENT RAILWAYS. <box>984 159 1092 178</box>
headline: ALTERATION TO HOCKEY DRAW <box>303 545 408 565</box>
divider <box>154 232 287 233</box>
heading: PERSONAL <box>294 169 417 179</box>
heading: TUTORIAL COLLEGE <box>836 28 965 38</box>
agent: PARKER & CO., <box>731 92 792 102</box>
stamps-label: For which I enclose stamps <box>1037 1162 1092 1167</box>
heading: PACIFIC ISLANDS REPORT <box>10 384 147 394</box>
heading: WANTED KNOWN <box>557 538 687 548</box>
day: TO-MORROW <box>528 211 583 221</box>
match: AUCKLAND v. CANADA <box>493 249 618 262</box>
heading: FLATS TO LET <box>294 398 417 408</box>
form-addressee: To the Manager of THE SUN, AUCKLAND. <box>702 931 793 936</box>
heading: BIRTHS, MARRIAGES AND DEATHS <box>10 28 147 38</box>
heading: USED MOTOR CARS FOR SALE <box>694 287 829 297</box>
signature-label: Signature <box>702 1147 722 1152</box>
smalls-order-form <box>697 866 1097 1246</box>
heading: DENTISTRY <box>836 392 965 402</box>
heading: TO LET OR FOR SALE <box>294 429 417 439</box>
fixture: WESLEY v. ST. LUKE'S <box>458 358 523 365</box>
headline: CHEAP FISH FOR THE PEOPLE <box>840 286 961 296</box>
rate-row: 30 1/6 3/6 <box>705 1002 726 1007</box>
ad-text: ░░░░ ░░░░░ ░░░ ░░░░ ░░ ░░░░░ ░░░ ░░░░░░ ░░ ░░░░ ░░░░ ░░░░░ ░░░ ░░░░ ░░░░░ ░░░ ░░░░ ░░ ░░░░ <box>427 178 683 184</box>
train-illustration-icon <box>972 144 1104 156</box>
venue: CARLAW PARK <box>460 78 521 87</box>
ad-text: ░░░░ ░░░░░ ░░░ ░░░░ ░░ ░░░░░ ░░░ ░░░░░░ ░░ ░░░░ ░░░░ ░░░░░ ░░░ ░░░░ ░░░░░ ░░░ ░░░░ ░░ ░░░░ ░░░░░ ░░░ ░░░░ ░░░ ░░░░░ ░░░░ ░░ ░░░░░ <box>294 295 417 318</box>
text-block: ░░░░ ░░░░░ ░░░ ░░░░ ░░ ░░░░░ ░░░ ░░░░░░ ░░ ░░░░ ░░░░ ░░░░░ ░░░ ░░░░ ░░░░░ ░░░ ░░░░ ░░ ░░░░ ░░░░░ ░░░ ░░░░ ░░░ ░░░░░ ░░░░ ░░ ░░░░░ ░░░ ░░░░ ░░░░ ░░ ░░░ ░░░░░ ░░░ ░░░░ ░░ ░░░░░ ░░ ░░░░ ░░░░ ░░░ ░░░░ ░░░ ░░ ░░░░ <box>10 300 147 328</box>
ad-text: ░░░░ ░░░░░ ░░░ ░░░░ ░░ ░░░░░ ░░░ ░░░░░░ ░░ ░░░░ <box>694 410 829 416</box>
heading: FOR SALE BY TENDER <box>972 228 1104 238</box>
classifieds-lower <box>424 376 687 633</box>
ad-text: ░░░░ ░░░░░ ░░░ ░░░░ ░░ ░░░░░ ░░░ ░░░░░░ ░░ ░░░░ ░░░░ ░░░░░ ░░░ ░░░░ <box>424 389 554 401</box>
text-block: ░░░░ ░░░ ░░░ ░░ ░░ ░░░░ ░░░ ░░ ░░░ ░░ ░░░░ ░░░ ░░ ░░░ ░░ ░░░░ ░░░ ░░ ░░░ ░░ ░░░░ ░░░ ░░ ░░░ ░░ ░░░░ ░░░ ░░ ░░░ ░░ ░░░░ ░░░ <box>10 395 147 412</box>
venue: BLANDFORD PARK <box>508 197 603 209</box>
classified-right <box>557 376 687 633</box>
heading: APARTMENTS VACANT <box>294 284 417 294</box>
fixture: GRAFTON v MARISTS <box>583 318 658 327</box>
price: £900 <box>747 60 776 75</box>
rate-row: 40 2/- 4/6 <box>705 1009 725 1014</box>
ad-text: ░░░░ ░░░░░ ░░░ ░░░░ ░░ ░░░░░ ░░░ ░░░░░░ ░░ ░░░░ ░░░░ ░░░░░ ░░░ ░░░░ ░░░░░ ░░░ ░░░░ ░░ ░░░░ ░░░░░ ░░░ ░░░░ ░░░ ░░░░░ ░░░░ ░░ ░░░░░ ░░░ ░░░░ ░░░░ ░░ ░░░ ░░░░░ <box>972 54 1104 76</box>
headline: GOVERNMENT EXAMINATION SHORTHAND-TYPISTS <box>855 351 946 368</box>
fixture: SOMERVILLE v SOMERVILLE COLTS <box>436 306 545 313</box>
ad-text: ░░░░ ░░░░░ ░░░ ░░░░ ░░ ░░░░░ ░░░ ░░░░░░ ░░ ░░░░ ░░░░ ░░░░░ ░░░ ░░░░ <box>972 401 1104 412</box>
heading: ASSOCIATION FOOTBALL <box>427 186 684 196</box>
fixture: UNIVERSITY v UNIVERSITY COLTS <box>439 332 542 339</box>
heading: EDUCATIONAL <box>836 337 965 347</box>
form-please: Please insert the following Advertisement in THE SUN. <box>702 942 815 947</box>
heading: IN LIQUIDATION <box>972 305 1104 315</box>
heading: MACHINERY FOR SALE <box>694 494 829 504</box>
form-instructions: Write your Advertisement on this Form and Hand it to THE SUN Agent in your vicinity, or forward direct to THE SUN Office, Wyndham Street. <box>737 914 1057 920</box>
article-text: ░░░░ ░░░░░ ░░░ ░░░░ ░░ ░░░░░ ░░░ ░░░░░░ ░░ ░░░░ ░░░░ ░░░░░ ░░░ ░░░░ ░░░░░ ░░░ ░░░░ ░░ ░░░░ ░░░░░ ░░░ ░░░░ ░░░ ░░░░░ ░░░░ ░░ ░░░░░ ░░░ ░░░░ ░░░░ ░░ ░░░ ░░░░░ ░░░ ░░░░ ░░ ░░░░░ ░░ ░░░░ ░░░░ ░░░ ░░░░ ░░░ ░░ ░░░░ ░░░ ░░░░ ░░░░ ░░░ ░░░░ ░░░ ░░░░ ░░░░ ░░ ░░░ ░░░ ░░░░ ░░░░ ░░░░ ░░░ ░░░ ░░ ░░░░ ░░░░ ░░░ ░░░ ░░ ░░░░ ░░░ ░░░ ░░░░ ░░░░ ░░░ ░░░ ░░░░ ░░░ ░░░ ░░░ ░░░░ ░░░ ░░░░ ░░░ ░░░ ░░░ ░░░░ ░░░ ░░░ ░░░░ ░░░ ░░░ ░░░░ ░░░ ░░░ ░░░ ░░░ ░░░ ░░░░ ░░░ ░░░ ░░░ ░░░ ░░ ░░░ ░░░░ ░░░░░ ░░░ ░░░░ ░░ ░░░░░ ░░░ ░░░░░░ ░░ ░░░░ ░░░░ ░░░░░ ░░░ ░░░░ ░░░░░ ░░░ ░░░░ ░░ ░░░░ ░░░░░ ░░░ ░░░░ ░░░ ░░░░░ ░░░░ ░░ ░░░░░ ░░░ ░░░░ ░░░░ ░░ ░░░ ░░░░░ ░░░ ░░░░ ░░ ░░░░░ ░░ ░░░░ ░░░░ ░░░ ░░░░ ░░░ ░░ ░░░░ ░░░ ░░░░ ░░░░ ░░░ ░░░░ ░░░ ░░░░ ░░░░ ░░ ░░░ ░░░ ░░░░ <box>154 417 287 507</box>
article-text: ░░░░ ░░░░░ ░░░ ░░░░ ░░ ░░░░░ ░░░ ░░░░░░ ░░ ░░░░ ░░░░ ░░░░░ ░░░ ░░░░ ░░░░░ ░░░ ░░░░ ░░ ░░░░ ░░░░░ ░░░ ░░░░ ░░░ ░░░░░ ░░░░ ░░ ░░░░░ ░░░ ░░░░ ░░░░ ░░ ░░░ ░░░░░ ░░░ ░░░░ ░░ ░░░░░ ░░ ░░░░ ░░░░ ░░░ ░░░░ ░░░ ░░ ░░░░ ░░░ ░░░░ ░░░░ ░░░ ░░░░ ░░░ ░░░░ ░░░░ ░░ ░░░ ░░░ ░░░░ ░░░░ ░░░░ ░░░ ░░░ ░░ ░░░░ ░░░░ ░░░ ░░░ ░░ ░░░░ ░░░ ░░░ ░░░░ ░░░░ ░░░ ░░░ ░░░░ ░░░ ░░░ ░░░ ░░░░ ░░░ ░░░░ ░░░ ░░░ ░░░ ░░░░ ░░░ ░░░ ░░░░ ░░░ ░░░ ░░░░ ░░░ ░░░ ░░░ ░░░ ░░░ ░░░░ ░░░ ░░░ ░░░ ░░░ ░░ ░░░ ░░░░ ░░░░░ ░░░ ░░░░ ░░ ░░░░░ ░░░ ░░░░░░ ░░ ░░░░ ░░░░ ░░░░░ ░░░ ░░░░ ░░░░░ ░░░ ░░░░ ░░ ░░░░ ░░░░░ ░░░ ░░░░ ░░░ ░░░░░ ░░░░ ░░ ░░░░░ ░░░ ░░░░ ░░░░ ░░ ░░░ ░░░░░ ░░░ ░░░░ ░░ ░░░░░ ░░ ░░░░ ░░░░ ░░░ ░░░░ ░░░ ░░ ░░░░ ░░░ ░░░░ ░░░░ ░░░ ░░░░ ░░░ ░░░░ ░░░░ ░░ ░░░ ░░░ ░░░░ ░░░░ ░░░░ ░░░ ░░░ ░░ ░░░░ ░░░░ ░░░ ░░░ ░░ ░░░░ ░░░ ░░░ ░░░░ ░░░░ ░░░ ░░░ ░░░░ ░░░ ░░░ ░░░ ░░░░ ░░░ ░░░░ ░░░ ░░░ ░░░ ░░░░ ░░░ ░░░ ░░░░ ░░░ ░░░ ░░░░ ░░░ ░░░ ░░░ ░░░ ░░░ ░░░░ ░░░ ░░░ ░░░ ░░░ ░░ ░░░ ░░░░ ░░░░░ ░░░ ░░░░ ░░ ░░░░░ ░░░ ░░░░░░ ░░ ░░░░ ░░░░ ░░░░░ ░░░ ░░░░ ░░░░░ ░░░ ░░░░ ░░ ░░░░ ░░░░░ ░░░ ░░░░ ░░░ ░░░░░ ░░░░ ░░ ░░░░░ ░░░ ░░░░ ░░░░ ░░ ░░░ ░░░░░ ░░░ ░░░░ ░░ ░░░░░ ░░ ░░░░ ░░░░ ░░░ ░░░░ ░░░ ░░ ░░░░ ░░░ ░░░░ ░░░░ ░░░ ░░░░ ░░░ ░░░░ ░░░░ ░░ ░░░ ░░░ ░░░░ ░░░░ ░░░░ ░░░ ░░░ ░░ ░░░░ ░░░░ ░░░ ░░░ ░░ ░░░░ ░░░ ░░░ ░░░░ <box>154 73 287 230</box>
ad-text: ░░░░ ░░░░░ ░░░ ░░░░ ░░ ░░░░░ ░░░ ░░░░░░ ░░ ░░░░ ░░░░ ░░░░░ ░░░ ░░░░ ░░░░░ ░░░ ░░░░ ░░ ░░░░ <box>694 153 829 165</box>
ad-text: ░░░░ ░░░░░ ░░░ ░░░░ ░░ ░░░░░ ░░░ ░░░░░░ ░░ ░░░░ ░░░░ ░░░░░ ░░░ ░░░░ ░░░░░ ░░░ ░░░░ ░░ ░░░░ ░░░░░ ░░░ ░░░░ ░░░ ░░░░░ ░░░░ ░░ ░░░░░ ░░░ ░░░░ ░░░░ ░░ ░░░ ░░░░░ ░░░ ░░░░ ░░ ░░░░░ ░░ ░░░░ ░░░░ ░░░ ░░░░ ░░░ ░░ ░░░░ ░░░ ░░░░ ░░░░ ░░░ ░░░░ ░░░ ░░░░ ░░░░ ░░ ░░░ ░░░ ░░░░ ░░░░ ░░░░ ░░░ ░░░ ░░ ░░░░ ░░░░ ░░░ ░░░ ░░ ░░░░ ░░░ ░░░ ░░░░ ░░░░ ░░░ ░░░ ░░░░ ░░░ ░░░ <box>972 181 1104 226</box>
text-block: ░░░░ ░░░ ░░░ ░░ ░░ ░░░░ ░░░ ░░ ░░░ ░░ ░░░░ ░░░ ░░ ░░░ ░░ ░░░░ ░░░ ░░ ░░░ ░░ ░░░░ ░░░ ░░ ░░░ ░░ ░░░░ ░░░ ░░ ░░░ ░░ ░░░░ ░░░ ░░ ░░░ ░░ ░░░░ ░░░ ░░ ░░░ ░░ ░░░░ ░░░ ░░ ░░░ ░░ ░░░░ ░░░ ░░ ░░░ ░░ ░░░░ ░░░ ░░ ░░░ ░░ ░░░░ ░░░ ░░ ░░░ ░░ ░░░░ ░░░ ░░ ░░░ ░░ ░░░░ ░░░░ ░░░ ░░░ ░░ ░░░░ ░░░ ░░░░ ░░░ ░░░ ░░░ ░░░░ ░░░ ░░░ ░░░ ░░░ ░░░ ░░░ ░░░░ ░░░ ░░░ ░░░ ░░░ <box>10 342 147 381</box>
company: MUNRO BROS., LTD. <box>856 299 945 310</box>
text-block: ░░░░ ░░░░░ ░░░ ░░░░ ░░ ░░░░░ ░░░ ░░░░░░ ░░ ░░░░ ░░░░ ░░░░░ ░░░ ░░░░ ░░░░░ ░░░ ░░░░ ░░ ░░░░ ░░░░░ ░░░ ░░░░ ░░░ ░░░░░ ░░░░ ░░ ░░░░░ ░░░ ░░░░ ░░░░ ░░ ░░░ ░░░░░ ░░░ ░░░░ ░░ ░░░░░ ░░ ░░░░ ░░░░ ░░░ ░░░░ ░░░ ░░ ░░░░ ░░░ ░░░░ ░░░░ ░░░ ░░░░ ░░░ ░░░░ ░░░░ ░░ ░░░ ░░░ ░░░░ ░░░░ ░░░░ ░░░ ░░░ ░░ ░░░░ ░░░░ ░░░ ░░░ ░░ ░░░░ ░░░ ░░░ ░░░░ ░░░░ ░░░ ░░░ ░░░░ ░░░ ░░░ ░░░ ░░░░ ░░░ ░░░░ ░░░ ░░░ ░░░ ░░░░ ░░░ ░░░ ░░░░ ░░░ ░░░ ░░░░ ░░░ ░░░ ░░░ ░░░ ░░░ ░░░░ ░░░ ░░░ ░░░ ░░░ ░░ ░░░ <box>10 103 147 159</box>
heading: HORSES AND VEHICLES FOR SALE <box>424 613 554 623</box>
ad-text: ░░░░ ░░░░░ ░░░ ░░░░ ░░ ░░░░░ ░░░ ░░░░░░ ░░ ░░░░ ░░░░ ░░░░░ ░░░ ░░░░ ░░░░░ ░░░ ░░░░ ░░ ░░░░ ░░░░░ ░░░ ░░░░ <box>424 574 554 591</box>
ad-text: ░░░░ ░░░░░ ░░░ ░░░░ ░░ ░░░░░ ░░░ ░░░░░░ ░░ ░░░░ ░░░░ ░░░░░ ░░░ ░░░░ ░░░░░ ░░░ ░░░░ ░░ ░░░░ ░░░░░ ░░░ ░░░░ ░░░ ░░░░░ ░░░░ ░░ ░░░░░ ░░░ ░░░░ ░░░░ ░░ ░░░ ░░░░░ ░░░ ░░░░ ░░ ░░░░░ ░░ ░░░░ <box>427 276 684 288</box>
ad-text: ░░░░ ░░░░░ ░░░ ░░░░ ░░ ░░░░░ ░░░ ░░░░░░ ░░ ░░░░ ░░░░ ░░░░░ ░░░ ░░░░ ░░░░░ ░░░ ░░░░ ░░ ░░░░ ░░░░░ ░░░ ░░░░ ░░░ ░░░░░ ░░░░ ░░ ░░░░░ ░░░ ░░░░ ░░░░ ░░ ░░░ ░░░░░ ░░░ ░░░░ ░░ ░░░░░ ░░ ░░░░ ░░░░ ░░░ ░░░░ ░░░ ░░ ░░░░ ░░░ ░░░░ ░░░░ ░░░ ░░░░ ░░░ ░░░░ ░░░░ ░░ ░░░ ░░░ ░░░░ ░░░░ ░░░░ ░░░ ░░░ ░░ ░░░░ ░░░░ ░░░ ░░░ ░░ ░░░░ ░░░ ░░░ ░░░░ ░░░░ ░░░ ░░░ ░░░░ ░░░ ░░░ ░░░ ░░░░ ░░░ ░░░░ ░░░ ░░░ ░░░ ░░░░ ░░░ ░░░ ░░░░ ░░░ ░░░ ░░░░ ░░░ ░░░ ░░░ ░░░ ░░░ ░░░░ ░░░ ░░░ ░░░ ░░░ ░░ ░░░ ░░░░ ░░░░░ ░░░ ░░░░ ░░ ░░░░░ ░░░ ░░░░░░ ░░ ░░░░ ░░░░ ░░░░░ ░░░ ░░░░ ░░░░░ ░░░ ░░░░ ░░ ░░░░ ░░░░░ ░░░ ░░░░ ░░░ ░░░░░ ░░░░ ░░ ░░░░░ ░░░ ░░░░ ░░░░ ░░ ░░░ ░░░░░ <box>424 445 554 524</box>
dealer: PATRICK & CO. LTD. <box>721 299 802 309</box>
heading: HOUSES AND LAND FOR SALE <box>557 446 687 456</box>
rates-title: Cash Casuals <box>726 960 773 969</box>
headline: HOLDING UP THE HOUSE <box>176 61 265 69</box>
ad-text: ░░░░ ░░░░░ ░░░ ░░░░ ░░ ░░░░░ ░░░ ░░░░░░ ░░ ░░░░ ░░░░ ░░░░░ ░░░ ░░░░ ░░░░░ ░░░ ░░░░ ░░ ░░░░ ░░░░░ ░░░ ░░░░ ░░░ ░░░░░ ░░░░ ░░ ░░░░░ ░░░ ░░░░ ░░░░ ░░ ░░░ ░░░░░ ░░░ ░░░░ ░░ ░░░░░ ░░ ░░░░ ░░░░ ░░░ ░░░░ ░░░ ░░ ░░░░ ░░░ ░░░░ ░░░░ ░░░ ░░░░ ░░░ <box>294 248 417 282</box>
mortgage-amount: £650 <box>294 151 314 163</box>
heading: HOUSES AND LAND FOR SALE <box>972 28 1104 38</box>
headline: TWO SNIPS! TWO SNIPS! <box>984 41 1092 51</box>
masthead <box>7 5 1107 24</box>
heading: PUBLIC NOTICES <box>972 353 1104 363</box>
ad-text: ░░░░ ░░░░░ ░░░ ░░░░ ░░ ░░░░░ ░░░ ░░░░░░ ░░ ░░░░ ░░░░ ░░░░░ ░░░ ░░░░ ░░░░░ ░░░ ░░░░ ░░ ░░░░ ░░░░░ ░░░ ░░░░ ░░░ ░░░░░ ░░░░ ░░ ░░░░░ ░░░ ░░░░ <box>424 538 554 561</box>
ad-text: ░░░░ ░░░░░ ░░░ ░░░░ ░░ ░░░░░ ░░░ ░░░░░░ ░░ ░░░░ ░░░░ ░░░░░ ░░░ ░░░░ <box>294 332 417 343</box>
text-block: ░░░░ ░░░ ░░░ ░░░░ ░░░ ░░░ ░░░ ░░░░ ░░░ ░░░ ░░░ ░░ ░░░ ░░░ ░░░░ <box>10 204 147 215</box>
article-text: ░░░░ ░░░░░ ░░░ ░░░░ ░░ ░░░░░ ░░░ ░░░░░░ ░░ ░░░░ ░░░░ ░░░░░ ░░░ ░░░░ ░░░░░ ░░░ ░░░░ ░░ ░░░░ ░░░░░ ░░░ ░░░░ ░░░ ░░░░░ ░░░░ ░░ ░░░░░ ░░░ ░░░░ ░░░░ ░░ ░░░ ░░░░░ ░░░ ░░░░ ░░ ░░░░░ ░░ ░░░░ ░░░░ ░░░ ░░░░ ░░░ ░░ ░░░░ ░░░ ░░░░ ░░░░ ░░░ ░░░░ ░░░ ░░░░ ░░░░ ░░ ░░░ ░░░ ░░░░ ░░░░ ░░░░ ░░░ ░░░ ░░ ░░░░ ░░░░ ░░░ ░░░ ░░ ░░░░ ░░░ ░░░ ░░░░ ░░░░ ░░░ ░░░ ░░░░ ░░░ ░░░ ░░░ ░░░░ ░░░ ░░░░ ░░░ ░░░ ░░░ ░░░░ ░░░ ░░░ ░░░░ ░░░ ░░░ ░░░░ ░░░ ░░░ ░░░ ░░░ ░░░ ░░░░ ░░░ ░░░ ░░░ ░░░ ░░ ░░░ ░░░░ ░░░░░ ░░░ ░░░░ ░░ ░░░░░ ░░░ ░░░░░░ ░░ ░░░░ ░░░░ ░░░░░ ░░░ ░░░░ ░░░░░ ░░░ ░░░░ ░░ ░░░░ ░░░░░ ░░░ ░░░░ ░░░ ░░░░░ ░░░░ ░░ ░░░░░ ░░░ ░░░░ ░░░░ ░░ ░░░ ░░░░░ ░░░ ░░░░ ░░ ░░░░░ ░░ ░░░░ ░░░░ ░░░ ░░░░ ░░░ ░░ ░░░░ ░░░ ░░░░ ░░░░ ░░░ ░░░░ ░░░ ░░░░ ░░░░ ░░ ░░░ ░░░ ░░░░ ░░░░ ░░░░ ░░░ ░░░ ░░ ░░░░ ░░░░ ░░░ ░░░ ░░ ░░░░ ░░░ ░░░ ░░░░ ░░░░ ░░░ ░░░ ░░░░ ░░░ ░░░ ░░░ ░░░░ ░░░ ░░░░ ░░░ ░░░ <box>154 261 287 368</box>
text-block: ░░░░ ░░░░░ ░░░ ░░░░ ░░ ░░░░░ ░░░ ░░░░░░ ░░ ░░░░ ░░░░ ░░░░░ ░░░ ░░░░ ░░░░░ ░░░ ░░░░ ░░ ░░░░ ░░░░░ ░░░ ░░░░ ░░░ ░░░░░ ░░░░ ░░ ░░░░░ ░░░ ░░░░ ░░░░ ░░ ░░░ ░░░░░ ░░░ ░░░░ ░░ ░░░░░ ░░ ░░░░ ░░░░ ░░░ ░░░░ ░░░ ░░ ░░░░ ░░░ ░░░░ ░░░░ ░░░ ░░░░ ░░░ ░░░░ ░░░░ ░░ ░░░ ░░░ ░░░░ <box>10 54 147 87</box>
